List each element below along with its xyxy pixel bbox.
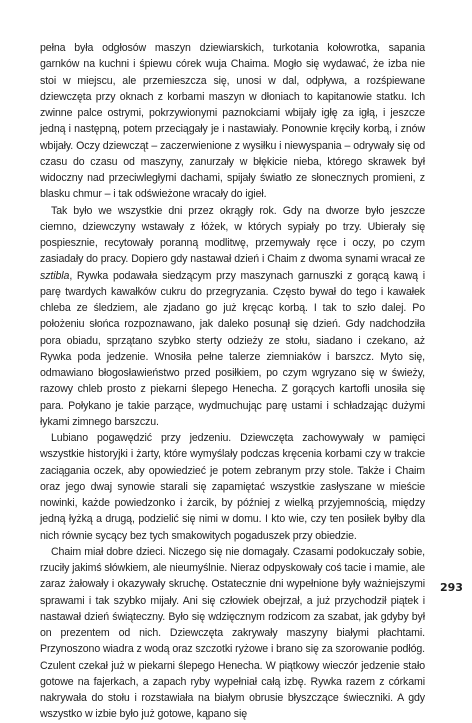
paragraph-3: Lubiano pogawędzić przy jedzeniu. Dziewczęta zachowywały w pamięci wszystkie historyjki i żarty, które wymyślały podczas kręcenia korbami czy w trakcie zaciągania oczek, aby opowiedzieć je potem zebranym przy stole. Także i Chaim oraz jego dwaj synowie starali się zapamiętać wszystkie zasłyszane w mieście nowinki, każde powiedzonko i żarcik, by później z wielką przyjemnością, między jedną łyżką a drugą, podzielić się nimi w domu. I kto wie, czy ten posiłek byłby dla nich równie sycący bez tych smakowitych pogaduszek przy obiedzie. <box>40 432 425 542</box>
paragraph-4: Chaim miał dobre dzieci. Niczego się nie domagały. Czasami podokuczały sobie, rzuciły jakimś słówkiem, ale nieumyślnie. Nieraz odpyskowały coś tacie i mamie, ale zaraz żałowały i okazywały skruchę. Ostatecznie dni wypełnione były ważniejszymi sprawami i tak szybko mijały. Ani się człowiek obejrzał, a już przychodził piątek i nastawał dzień świąteczny. Było się wdzięcznym rodzicom za szabat, jak gdyby był on prezentem od nich. Dziewczęta zakrywały maszyny białymi płachtami. Przynoszono wiadra z wodą oraz szczotki ryżowe i brano się za szorowanie podłóg. Czulent czekał już w piekarni ślepego Henecha. W piątkowy wieczór jedzenie stało gotowe na fajerkach, a zapach ryby wypełniał całą izbę. Rywka razem z córkami nakrywała do stołu i rozstawiała na białym obrusie błyszczące świeczniki. A gdy wszystko w izbie było już gotowe, kąpano się <box>40 545 425 721</box>
paragraph-1: pełna była odgłosów maszyn dziewiarskich, turkotania kołowrotka, sapania garnków na kuchni i śpiewu córek wuja Chaima. Mogło się wydawać, że izba nie stoi w miejscu, ale przemieszcza się, unosi w dal, odpływa, a rozśpiewane dziewczęta przy oknach z korbami maszyn w dłoniach to kapitanowie statku. Ich zwinne palce ostrymi, pokrzywionymi paznokciami wbijały igłę za igłą, i jeszcze jedną i następną, potem przeciągały je i nastawiały. Ponownie kręciły korbą, i znów wbijały. Oczy dziewcząt – zaczerwienione z wysiłku i niewyspania – odrywały się od czasu do czasu od maszyny, zanurzały w błękicie nieba, którego skrawek był widoczny nad przeciwległymi dachami, spijały światło ze słonecznych promieni, z blasku chmur – i tak odświeżone wracały do igieł. <box>40 42 425 201</box>
page-number: 293 <box>440 581 463 594</box>
italic-term: sztibla <box>40 269 70 282</box>
paragraph-2: Tak było we wszystkie dni przez okrągły rok. Gdy na dworze było jeszcze ciemno, dziewczyny wstawały z łóżek, w których sypiały po trzy. Ubierały się pospiesznie, recytowały poranną modlitwę, przemywały ręce i oczy, po czym zasiadały do pracy. Dopiero gdy nastawał dzień i Chaim z dwoma synami wracał ze sztibla, Rywka podawała siedzącym przy maszynach garnuszki z gorącą kawą i parę twardych kawałków cukru do przegryzania. Często bywał do tego i kawałek chleba ze śledziem, ale zjadano go już kręcąc korbą. I tak to szło dalej. Po położeniu słońca rozpoznawano, jak daleko posunął się dzień. Gdy nadchodziła pora obiadu, sprzątano szybko sterty odzieży ze stołu, siadano i czekano, aż Rywka poda jedzenie. Wnosiła pełne talerze ziemniaków i barszcz. Myto się, odmawiano błogosławieństwo przed posiłkiem, po czym wgryzano się w świeży, razowy chleb prosto z piekarni ślepego Henecha. Z gorących kartofli unosiła się para. Połykano je takie parzące, wydmuchując parę ustami i schładzając dużymi łykami zimnego barszczu. <box>40 204 425 428</box>
body-text <box>40 40 425 723</box>
